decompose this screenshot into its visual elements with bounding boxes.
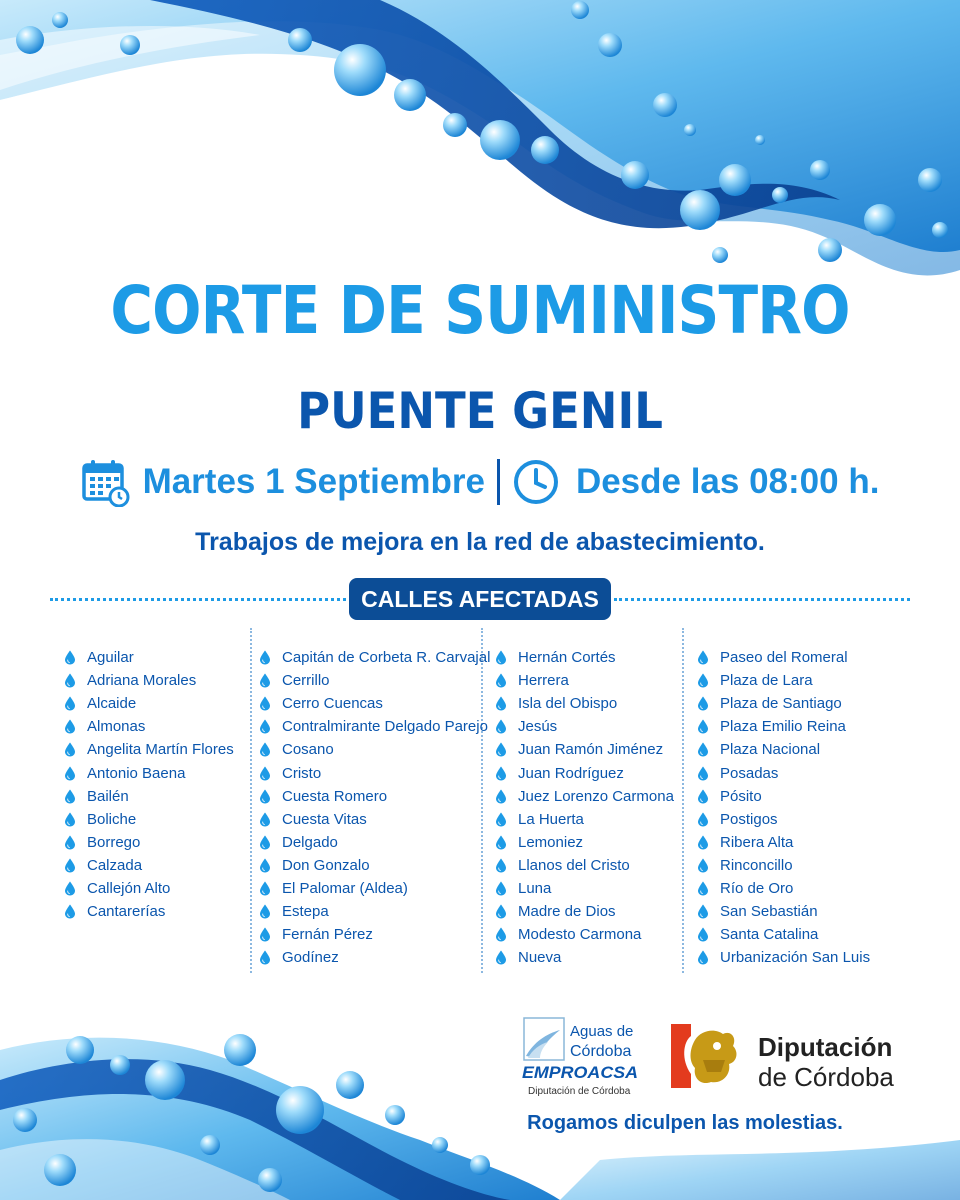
location-title: PUENTE GENIL	[297, 382, 663, 440]
street-item	[495, 877, 674, 900]
street-column-3	[495, 646, 674, 969]
street-item	[697, 761, 870, 784]
water-drop-icon	[495, 812, 507, 827]
street-name: Cuesta Vitas	[282, 810, 367, 828]
street-name: Callejón Alto	[87, 879, 171, 897]
street-item	[697, 715, 870, 738]
water-drop-icon	[697, 950, 709, 965]
street-name: Isla del Obispo	[518, 695, 618, 713]
street-item	[495, 785, 674, 808]
street-item	[495, 761, 674, 784]
street-item	[495, 692, 674, 715]
street-item	[697, 738, 870, 761]
street-name: Juan Rodríguez	[518, 764, 624, 782]
street-item	[64, 692, 234, 715]
street-name: Nueva	[518, 949, 562, 967]
street-name: Estepa	[282, 903, 329, 921]
water-drop-icon	[495, 858, 507, 873]
street-item	[697, 785, 870, 808]
water-drop-icon	[495, 927, 507, 942]
water-drop-icon	[64, 881, 76, 896]
street-name: Cantarerías	[87, 903, 166, 921]
water-drop-icon	[259, 904, 271, 919]
water-drop-icon	[697, 858, 709, 873]
street-name: Godínez	[282, 949, 339, 967]
street-name: Delgado	[282, 833, 338, 851]
aguas-logo-mark	[520, 1016, 642, 1102]
street-item	[495, 808, 674, 831]
street-item	[64, 669, 234, 692]
water-drop-icon	[697, 881, 709, 896]
street-name: Luna	[518, 879, 552, 897]
street-name: Paseo del Romeral	[720, 649, 848, 667]
street-name: Cosano	[282, 741, 334, 759]
diputacion-de-cordoba-logo	[665, 1020, 925, 1092]
street-item	[64, 715, 234, 738]
water-drop-icon	[259, 673, 271, 688]
water-drop-icon	[495, 904, 507, 919]
water-drop-icon	[259, 927, 271, 942]
water-drop-icon	[495, 673, 507, 688]
water-drop-icon	[697, 696, 709, 711]
water-drop-icon	[697, 673, 709, 688]
emproacsa-text: EMPROACSA	[522, 1063, 638, 1082]
section-heading-badge: CALLES AFECTADAS	[349, 578, 611, 620]
aguas-sub-text: Diputación de Córdoba	[528, 1086, 631, 1097]
street-name: Rinconcillo	[720, 856, 793, 874]
street-item	[64, 877, 234, 900]
aguas-line2: Córdoba	[570, 1043, 632, 1060]
street-name: Postigos	[720, 810, 778, 828]
water-drop-icon	[64, 673, 76, 688]
street-item	[697, 854, 870, 877]
water-drop-icon	[259, 696, 271, 711]
water-drop-icon	[697, 835, 709, 850]
street-item	[64, 900, 234, 923]
street-item	[495, 831, 674, 854]
street-name: Plaza de Santiago	[720, 695, 842, 713]
street-name: Adriana Morales	[87, 672, 197, 690]
water-drop-icon	[495, 789, 507, 804]
water-drop-icon	[259, 881, 271, 896]
column-separator	[250, 628, 252, 973]
street-item	[259, 854, 490, 877]
street-item	[697, 646, 870, 669]
street-item	[259, 646, 490, 669]
water-drop-icon	[697, 927, 709, 942]
aguas-line1: Aguas de	[570, 1023, 634, 1040]
street-item	[64, 808, 234, 831]
water-drop-icon	[259, 789, 271, 804]
water-drop-icon	[259, 719, 271, 734]
street-name: Plaza de Lara	[720, 672, 813, 690]
street-item	[495, 900, 674, 923]
water-drop-icon	[64, 696, 76, 711]
street-name: Angelita Martín Flores	[87, 741, 234, 759]
street-item	[64, 785, 234, 808]
street-item	[64, 738, 234, 761]
water-drop-icon	[495, 835, 507, 850]
water-drop-icon	[64, 766, 76, 781]
street-name: Almonas	[87, 718, 146, 736]
water-drop-icon	[259, 742, 271, 757]
street-column-4	[697, 646, 870, 969]
street-item	[259, 900, 490, 923]
street-name: Jesús	[518, 718, 558, 736]
diputacion-logo-mark	[665, 1020, 925, 1092]
water-drop-icon	[259, 812, 271, 827]
street-name: Lemoniez	[518, 833, 584, 851]
time-text: Desde las 08:00 h.	[575, 462, 880, 501]
water-drop-icon	[259, 858, 271, 873]
street-item	[259, 877, 490, 900]
street-item	[259, 831, 490, 854]
main-title: CORTE DE SUMINISTRO	[110, 272, 850, 349]
street-item	[259, 669, 490, 692]
street-name: Alcaide	[87, 695, 137, 713]
dotted-divider-left	[50, 598, 346, 601]
street-item	[697, 946, 870, 969]
street-item	[64, 831, 234, 854]
water-drop-icon	[64, 742, 76, 757]
clock-icon	[512, 458, 560, 506]
street-name: San Sebastián	[720, 903, 818, 921]
water-drop-icon	[495, 950, 507, 965]
street-name: Plaza Nacional	[720, 741, 821, 759]
water-drop-icon	[697, 766, 709, 781]
street-name: Plaza Emilio Reina	[720, 718, 846, 736]
street-name: Llanos del Cristo	[518, 856, 630, 874]
street-name: Fernán Pérez	[282, 926, 373, 944]
street-column-1	[64, 646, 234, 923]
street-item	[495, 923, 674, 946]
street-name: Urbanización San Luis	[720, 949, 871, 967]
footer-message: Rogamos diculpen las molestias.	[527, 1112, 843, 1134]
street-item	[495, 669, 674, 692]
street-name: Juez Lorenzo Carmona	[518, 787, 674, 805]
water-drop-icon	[259, 950, 271, 965]
street-item	[495, 646, 674, 669]
street-item	[259, 946, 490, 969]
divider	[497, 459, 500, 505]
water-drop-icon	[64, 904, 76, 919]
water-drop-icon	[259, 766, 271, 781]
street-item	[495, 738, 674, 761]
street-name: Capitán de Corbeta R. Carvajal	[282, 649, 491, 667]
water-drop-icon	[64, 858, 76, 873]
diputacion-line1: Diputación	[758, 1032, 893, 1062]
street-name: Boliche	[87, 810, 137, 828]
street-item	[259, 785, 490, 808]
water-drop-icon	[495, 650, 507, 665]
street-item	[495, 715, 674, 738]
street-item	[697, 877, 870, 900]
column-separator	[682, 628, 684, 973]
street-item	[495, 854, 674, 877]
water-drop-icon	[64, 835, 76, 850]
street-name: La Huerta	[518, 810, 584, 828]
diputacion-line2: de Córdoba	[758, 1062, 894, 1092]
street-column-2	[259, 646, 490, 969]
description: Trabajos de mejora en la red de abastecimiento.	[195, 528, 765, 556]
date-time-line	[0, 452, 960, 512]
street-item	[259, 738, 490, 761]
water-drop-icon	[495, 766, 507, 781]
street-name: Río de Oro	[720, 879, 794, 897]
street-name: Herrera	[518, 672, 569, 690]
street-item	[259, 715, 490, 738]
water-drop-icon	[64, 719, 76, 734]
street-name: Pósito	[720, 787, 762, 805]
street-item	[697, 831, 870, 854]
water-drop-icon	[697, 742, 709, 757]
street-name: Ribera Alta	[720, 833, 794, 851]
street-name: Aguilar	[87, 649, 134, 667]
street-name: Bailén	[87, 787, 129, 805]
water-drop-icon	[495, 696, 507, 711]
street-name: Juan Ramón Jiménez	[518, 741, 664, 759]
street-item	[697, 692, 870, 715]
street-item	[697, 808, 870, 831]
street-item	[495, 946, 674, 969]
street-item	[697, 900, 870, 923]
aguas-de-cordoba-logo	[520, 1016, 642, 1102]
street-name: El Palomar (Aldea)	[282, 879, 408, 897]
water-drop-icon	[495, 881, 507, 896]
water-drop-icon	[697, 650, 709, 665]
street-name: Hernán Cortés	[518, 649, 616, 667]
street-item	[697, 923, 870, 946]
date-text: Martes 1 Septiembre	[142, 462, 485, 501]
dotted-divider-right	[614, 598, 910, 601]
water-drop-icon	[495, 742, 507, 757]
water-drop-icon	[697, 904, 709, 919]
water-drop-icon	[697, 812, 709, 827]
water-drop-icon	[64, 650, 76, 665]
water-drop-icon	[495, 719, 507, 734]
street-name: Cuesta Romero	[282, 787, 388, 805]
street-item	[697, 669, 870, 692]
street-item	[259, 761, 490, 784]
water-drop-icon	[259, 835, 271, 850]
street-name: Calzada	[87, 856, 143, 874]
street-name: Antonio Baena	[87, 764, 186, 782]
street-name: Don Gonzalo	[282, 856, 370, 874]
street-name: Cerro Cuencas	[282, 695, 383, 713]
water-drop-icon	[259, 650, 271, 665]
water-drop-icon	[697, 719, 709, 734]
street-name: Contralmirante Delgado Parejo	[282, 718, 488, 736]
street-name: Posadas	[720, 764, 779, 782]
water-drop-icon	[64, 789, 76, 804]
street-name: Santa Catalina	[720, 926, 819, 944]
calendar-icon	[81, 457, 131, 507]
street-item	[64, 761, 234, 784]
street-item	[259, 923, 490, 946]
water-drop-icon	[697, 789, 709, 804]
street-name: Madre de Dios	[518, 903, 616, 921]
street-name: Borrego	[87, 833, 141, 851]
street-name: Cerrillo	[282, 672, 330, 690]
street-item	[64, 854, 234, 877]
water-drop-icon	[64, 812, 76, 827]
street-name: Modesto Carmona	[518, 926, 642, 944]
street-name: Cristo	[282, 764, 322, 782]
street-item	[259, 692, 490, 715]
street-item	[64, 646, 234, 669]
street-item	[259, 808, 490, 831]
